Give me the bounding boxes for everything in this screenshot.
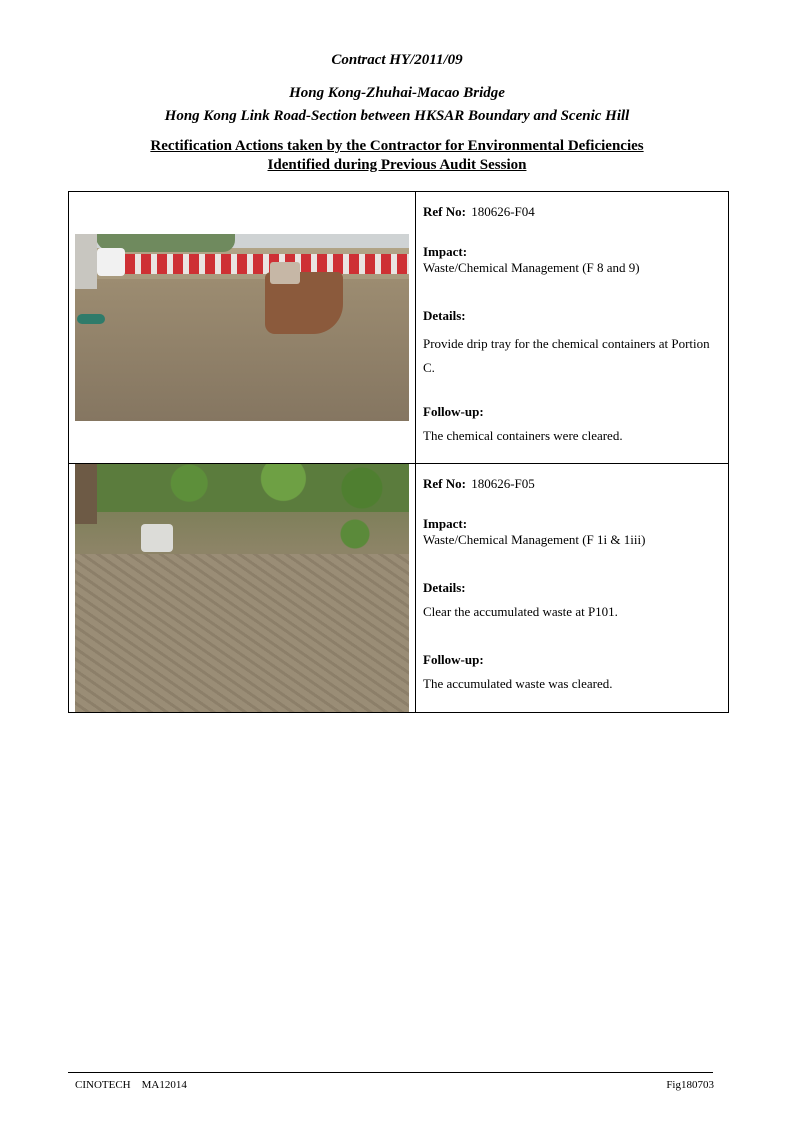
project-title: Hong Kong-Zhuhai-Macao Bridge [289,85,505,101]
impact-label: Impact: [423,516,468,531]
details-label: Details: [423,580,466,595]
details-value: Clear the accumulated waste at P101. [423,604,618,619]
ref-row [423,476,720,492]
section-title: Hong Kong Link Road-Section between HKSAR Boundary and Scenic Hill [164,108,630,124]
impact-value: Waste/Chemical Management (F 1i & 1iii) [423,532,646,547]
followup-value: The accumulated waste was cleared. [423,676,613,691]
finding-details-cell [416,464,729,713]
footer-divider [68,1072,713,1073]
table-row [69,464,729,713]
footer-figure-number: Fig180703 [666,1079,714,1091]
details-label: Details: [423,308,466,323]
ref-row [423,204,720,220]
ref-label: Ref No: [423,204,466,219]
page-title-line1: Rectification Actions taken by the Contractor for Environmental Deficiencies [150,138,644,154]
contract-title: Contract HY/2011/09 [331,52,463,68]
page-title-line2: Identified during Previous Audit Session [267,157,527,173]
photo-cell [69,192,416,464]
details-value: Provide drip tray for the chemical containers at Portion C. [423,336,710,375]
photo-cell [69,464,416,713]
site-photo-vegetation [75,464,409,712]
followup-label: Follow-up: [423,404,484,419]
table-row [69,192,729,464]
followup-label: Follow-up: [423,652,484,667]
followup-value: The chemical containers were cleared. [423,428,623,443]
ref-value: 180626-F05 [471,476,535,491]
ref-label: Ref No: [423,476,466,491]
impact-label: Impact: [423,244,468,259]
ref-value: 180626-F04 [471,204,535,219]
findings-table [68,191,729,713]
site-photo-construction [75,234,409,421]
impact-value: Waste/Chemical Management (F 8 and 9) [423,260,640,275]
finding-details-cell [416,192,729,464]
footer-company: CINOTECH MA12014 [75,1079,187,1091]
